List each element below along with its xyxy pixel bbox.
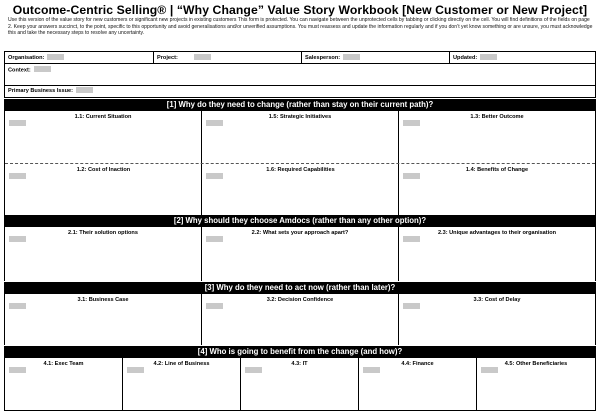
label-1-3: 1.3: Better Outcome	[470, 114, 524, 120]
field-1-1[interactable]	[9, 120, 26, 126]
field-2-2[interactable]	[206, 236, 223, 242]
field-2-1[interactable]	[9, 236, 26, 242]
label-4-3: 4.3: IT	[291, 361, 308, 367]
project-label: Project:	[157, 55, 178, 61]
cell-1-4[interactable]	[399, 164, 595, 215]
label-1-2: 1.2: Cost of Inaction	[76, 167, 131, 173]
label-1-6: 1.6: Required Capabilities	[266, 167, 335, 173]
field-3-1[interactable]	[9, 303, 26, 309]
primary-issue-row	[4, 86, 596, 98]
field-2-3[interactable]	[403, 236, 420, 242]
field-4-1[interactable]	[9, 367, 26, 373]
label-4-4: 4.4: Finance	[401, 361, 434, 367]
cell-4-5[interactable]	[477, 358, 595, 410]
project-cell	[153, 52, 301, 64]
cell-2-3[interactable]	[399, 227, 595, 281]
primary-issue-field[interactable]	[76, 87, 93, 93]
field-1-3[interactable]	[403, 120, 420, 126]
label-1-4: 1.4: Benefits of Change	[465, 167, 529, 173]
cell-1-6[interactable]	[202, 164, 399, 215]
field-4-3[interactable]	[245, 367, 262, 373]
salesperson-field[interactable]	[343, 54, 360, 60]
field-4-2[interactable]	[127, 367, 144, 373]
label-4-1: 4.1: Exec Team	[43, 361, 84, 367]
instructions-text: Use this version of the value story for new customers or significant new projects in existing customers This form is protected. You can navigate between the unprotected cells by tabbing or clicking directly on the cell. You will find definitions of the fields on page 2. Keep your answers succinct, to the point, specific to this opportunity and avoid generalisations and/or unverified assumptions. You must reassess and update the information regularly and if you don’t yet know something or are unsure, you must acknowledge this and take the necessary steps to resolve any uncertainty.	[8, 17, 593, 37]
salesperson-cell	[301, 52, 449, 64]
organisation-label: Organisation:	[8, 55, 45, 61]
primary-issue-label: Primary Business Issue:	[8, 88, 73, 94]
label-3-2: 3.2: Decision Confidence	[266, 297, 334, 303]
field-4-5[interactable]	[481, 367, 498, 373]
section-2-body	[4, 227, 596, 281]
label-1-1: 1.1: Current Situation	[74, 114, 132, 120]
section-2-heading: [2] Why should they choose Amdocs (rather than any other option)?	[4, 215, 596, 227]
updated-label: Updated:	[453, 55, 478, 61]
table-bottom-border	[4, 410, 596, 411]
context-label: Context:	[8, 67, 31, 74]
field-1-2[interactable]	[9, 173, 26, 179]
page-title: Outcome-Centric Selling® | “Why Change” Value Story Workbook [New Customer or New Project]	[12, 3, 588, 17]
cell-2-1[interactable]	[5, 227, 202, 281]
cell-3-1[interactable]	[5, 294, 202, 345]
label-4-2: 4.2: Line of Business	[153, 361, 210, 367]
cell-4-2[interactable]	[123, 358, 241, 410]
section-1-body	[4, 111, 596, 215]
section-4-body	[4, 358, 596, 410]
context-cell	[8, 67, 51, 73]
field-3-2[interactable]	[206, 303, 223, 309]
field-3-3[interactable]	[403, 303, 420, 309]
project-field[interactable]	[194, 54, 211, 60]
salesperson-label: Salesperson:	[305, 55, 341, 61]
field-1-6[interactable]	[206, 173, 223, 179]
cell-4-1[interactable]	[5, 358, 123, 410]
label-2-1: 2.1: Their solution options	[68, 230, 138, 236]
section-3-body	[4, 294, 596, 345]
field-1-5[interactable]	[206, 120, 223, 126]
label-1-5: 1.5: Strategic Initiatives	[268, 114, 332, 120]
label-2-2: 2.2: What sets your approach apart?	[251, 230, 349, 236]
cell-3-3[interactable]	[399, 294, 595, 345]
label-3-3: 3.3: Cost of Delay	[473, 297, 521, 303]
updated-cell	[449, 52, 595, 64]
cell-1-2[interactable]	[5, 164, 202, 215]
section-1-heading: [1] Why do they need to change (rather than stay on their current path)?	[4, 99, 596, 111]
section-4-heading: [4] Who is going to benefit from the change (and how)?	[4, 346, 596, 358]
label-4-5: 4.5: Other Beneficiaries	[504, 361, 568, 367]
section-3-heading: [3] Why do they need to act now (rather than later)?	[4, 282, 596, 294]
organisation-cell	[5, 52, 153, 64]
field-1-4[interactable]	[403, 173, 420, 179]
label-2-3: 2.3: Unique advantages to their organisation	[437, 230, 557, 236]
field-4-4[interactable]	[363, 367, 380, 373]
cell-3-2[interactable]	[202, 294, 399, 345]
meta-header	[4, 51, 596, 86]
cell-4-3[interactable]	[241, 358, 359, 410]
label-3-1: 3.1: Business Case	[77, 297, 129, 303]
cell-2-2[interactable]	[202, 227, 399, 281]
context-field[interactable]	[34, 66, 51, 72]
updated-field[interactable]	[480, 54, 497, 60]
organisation-field[interactable]	[47, 54, 64, 60]
cell-4-4[interactable]	[359, 358, 477, 410]
